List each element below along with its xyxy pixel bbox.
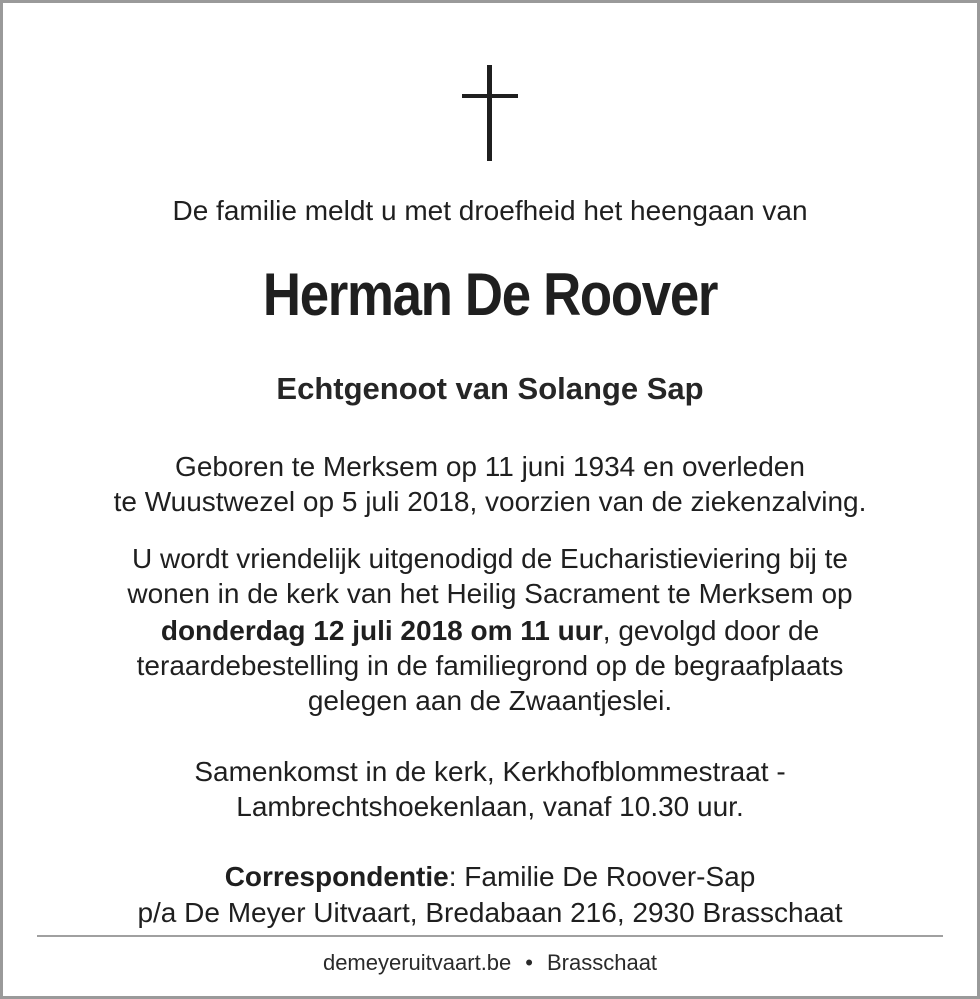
birth-line-1: Geboren te Merksem op 11 juni 1934 en overleden [175,451,805,482]
cross-icon [460,65,520,161]
service-line-3-rest: , gevolgd door de [602,615,820,646]
correspondence-value: : Familie De Roover-Sap [448,861,756,892]
correspondence-line [3,859,977,894]
cross-vertical-bar [487,65,492,161]
service-date: donderdag 12 juli 2018 om 11 uur [160,615,603,646]
footer-divider [37,935,943,937]
correspondence-address: p/a De Meyer Uitvaart, Bredabaan 216, 2930 Brasschaat [137,897,843,928]
service-line-1: U wordt vriendelijk uitgenodigd de Eucharistieviering bij te [132,543,848,574]
footer-bullet: • [525,950,533,975]
correspondence-label: Correspondentie [224,861,449,892]
gathering-line-1: Samenkomst in de kerk, Kerkhofblommestraat - [194,756,786,787]
cross-horizontal-bar [462,94,518,98]
gathering-line-2: Lambrechtshoekenlaan, vanaf 10.30 uur. [236,791,744,822]
birth-line-2: te Wuustwezel op 5 juli 2018, voorzien van de ziekenzalving. [113,486,867,517]
footer [3,949,977,977]
service-line-2: wonen in de kerk van het Heilig Sacrament te Merksem op [127,578,853,609]
spouse-line: Echtgenoot van Solange Sap [276,371,704,406]
intro-text: De familie meldt u met droefheid het heengaan van [172,195,808,226]
service-line-4: teraardebestelling in de familiegrond op de begraafplaats [136,650,844,681]
footer-website: demeyeruitvaart.be [322,950,512,975]
service-line-3 [3,613,977,648]
deceased-name: Herman De Roover [262,261,718,328]
service-line-5: gelegen aan de Zwaantjeslei. [307,685,673,716]
footer-location: Brasschaat [546,950,658,975]
